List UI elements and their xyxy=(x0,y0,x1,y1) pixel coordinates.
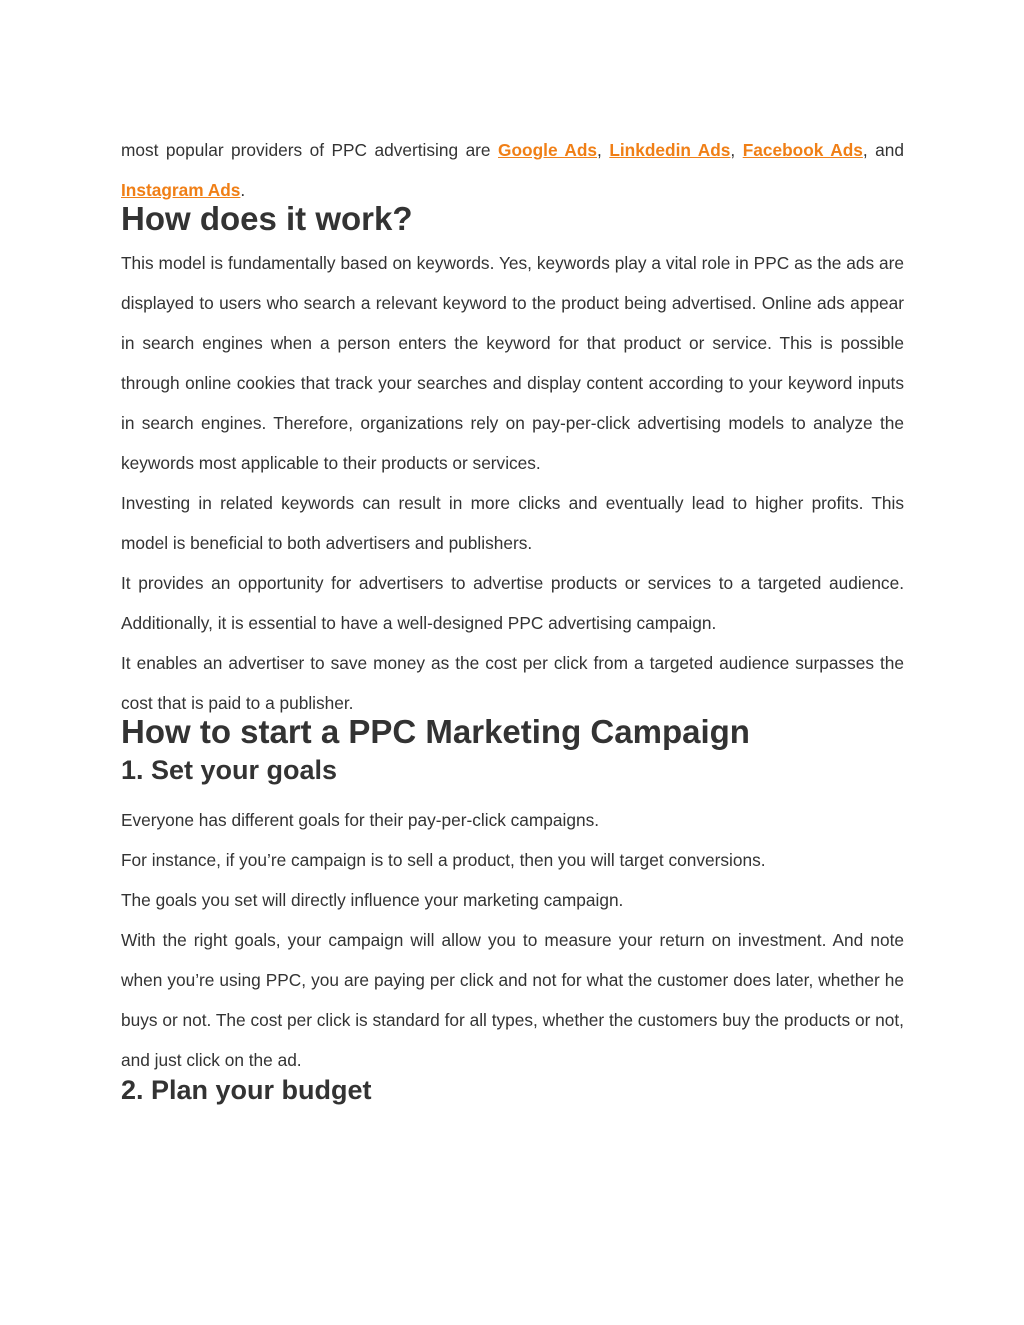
ppc-campaign-heading: How to start a PPC Marketing Campaign xyxy=(121,713,750,750)
section1-paragraph: It enables an advertiser to save money as the cost per click from a targeted audience surpasses the cost that is paid to a publisher. xyxy=(121,653,904,713)
google-ads-link[interactable]: Google Ads xyxy=(498,140,598,160)
plan-budget-heading: 2. Plan your budget xyxy=(121,1075,372,1105)
separator: , and xyxy=(862,140,904,160)
intro-text: most popular providers of PPC advertising are xyxy=(121,140,499,160)
section1-paragraph: Investing in related keywords can result in more clicks and eventually lead to higher profits. This model is beneficial to both advertisers and publishers. xyxy=(121,493,904,553)
goals-paragraph: For instance, if you’re campaign is to sell a product, then you will target conversions. xyxy=(121,850,766,870)
goals-paragraph: Everyone has different goals for their pay-per-click campaigns. xyxy=(121,810,600,830)
facebook-ads-link[interactable]: Facebook Ads xyxy=(742,140,863,160)
how-does-it-work-heading: How does it work? xyxy=(121,200,413,237)
section1-paragraph: This model is fundamentally based on keywords. Yes, keywords play a vital role in PPC as the ads are displayed to users who search a relevant keyword to the product being advertised. Online ads appear in search engines when a person enters the keyword for that product or service. This is possible through online cookies that track your searches and display content according to your keyword inputs in search engines. Therefore, organizations rely on pay-per-click advertising models to analyze the keywords most applicable to their products or services. xyxy=(121,253,904,473)
document-page xyxy=(121,130,904,1114)
instagram-ads-link[interactable]: Instagram Ads xyxy=(121,180,241,200)
intro-paragraph xyxy=(121,130,904,210)
section1-paragraph: It provides an opportunity for advertisers to advertise products or services to a targeted audience. Additionally, it is essential to have a well-designed PPC advertising campaign. xyxy=(121,573,904,633)
period: . xyxy=(240,180,246,200)
goals-paragraph: With the right goals, your campaign will allow you to measure your return on investment. And note when you’re using PPC, you are paying per click and not for what the customer does later, whether he buys or not. The cost per click is standard for all types, whether the customers buy the products or not, and just click on the ad. xyxy=(121,930,904,1070)
separator: , xyxy=(730,140,743,160)
linkedin-ads-link[interactable]: Linkdedin Ads xyxy=(609,140,731,160)
separator: , xyxy=(597,140,610,160)
goals-paragraph: The goals you set will directly influence your marketing campaign. xyxy=(121,890,624,910)
set-goals-heading: 1. Set your goals xyxy=(121,755,338,785)
